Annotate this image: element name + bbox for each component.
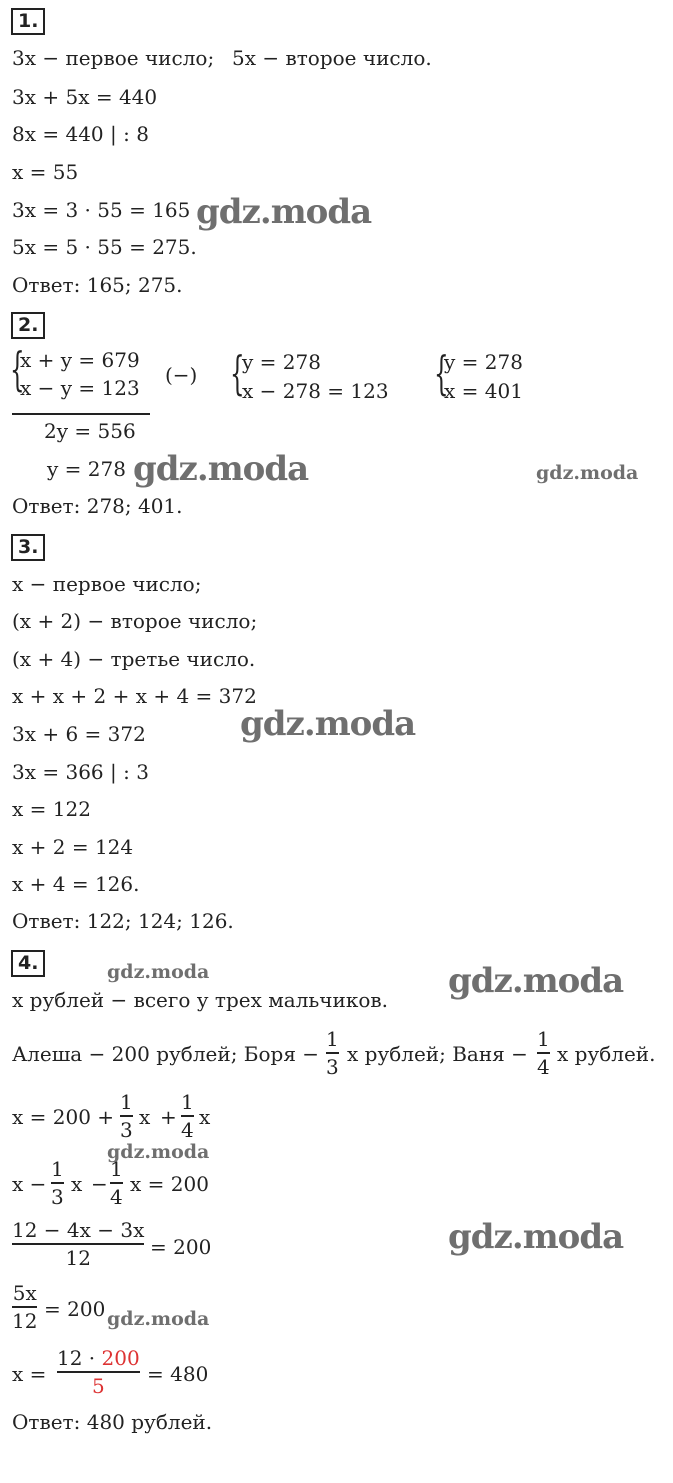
equation: x = 200 <box>130 1172 209 1196</box>
equation: y = 278 <box>242 350 321 374</box>
watermark: gdz.moda <box>448 1217 624 1257</box>
variable: x <box>71 1172 83 1196</box>
fraction <box>110 1159 123 1207</box>
numerator: 1 <box>110 1157 123 1181</box>
equation: = 200 <box>44 1297 106 1321</box>
answer: Ответ: 480 рублей. <box>12 1410 213 1434</box>
fraction <box>57 1348 140 1396</box>
equation: 3x + 6 = 372 <box>12 722 146 746</box>
operation: (−) <box>165 363 198 387</box>
system-brace: { <box>230 346 245 400</box>
watermark: gdz.moda <box>196 192 372 232</box>
system-brace: { <box>10 342 25 396</box>
problem-number: 2. <box>11 312 45 339</box>
fraction-bar <box>181 1115 194 1117</box>
equation: = 200 <box>150 1235 212 1259</box>
fraction <box>181 1092 194 1140</box>
fraction-bar <box>110 1182 123 1184</box>
equation: x = 200 + <box>12 1105 115 1129</box>
numerator <box>57 1348 140 1368</box>
equation: 3x = 366 | : 3 <box>12 760 149 784</box>
line: x рублей. <box>557 1042 656 1066</box>
line: Алеша − 200 рублей; Боря − <box>12 1042 320 1066</box>
fraction <box>51 1159 64 1207</box>
denominator: 3 <box>326 1054 339 1079</box>
operator: + <box>160 1105 177 1129</box>
line: x рублей; Ваня − <box>347 1042 528 1066</box>
numerator-red: 200 <box>101 1346 140 1370</box>
equation: y = 278 <box>47 457 126 481</box>
variable: x <box>139 1105 151 1129</box>
equation: = 480 <box>147 1362 209 1386</box>
operator: − <box>91 1172 108 1196</box>
denominator: 4 <box>181 1117 194 1142</box>
denominator: 12 <box>12 1308 38 1333</box>
fraction-bar <box>51 1182 64 1184</box>
variable: x <box>199 1105 211 1129</box>
equation: 3x + 5x = 440 <box>12 85 158 109</box>
fraction-bar <box>12 1306 37 1308</box>
fraction <box>12 1283 37 1331</box>
system-brace: { <box>434 346 449 400</box>
fraction-bar <box>57 1371 140 1373</box>
answer: Ответ: 165; 275. <box>12 273 183 297</box>
answer: Ответ: 278; 401. <box>12 494 183 518</box>
equation: x + x + 2 + x + 4 = 372 <box>12 684 257 708</box>
fraction-bar <box>326 1052 339 1054</box>
denominator: 4 <box>110 1184 123 1209</box>
watermark: gdz.moda <box>536 462 639 484</box>
problem-number: 4. <box>11 950 45 977</box>
equation: y = 278 <box>444 350 523 374</box>
line: 3x − первое число; <box>12 46 215 70</box>
problem-number-text: 1 <box>18 10 32 32</box>
equation: x = 401 <box>444 379 523 403</box>
denominator: 4 <box>537 1054 550 1079</box>
fraction <box>537 1029 550 1077</box>
equation: 8x = 440 | : 8 <box>12 122 149 146</box>
equation: 3x = 3 · 55 = 165 <box>12 198 191 222</box>
watermark: gdz.moda <box>240 704 416 744</box>
equation: x − 278 = 123 <box>242 379 389 403</box>
problem-number-text: 3 <box>18 536 32 558</box>
line: x − первое число; <box>12 572 202 596</box>
equation: 2y = 556 <box>44 419 136 443</box>
denominator: 5 <box>91 1373 105 1398</box>
fraction-bar <box>12 1243 144 1245</box>
watermark: gdz.moda <box>107 961 210 983</box>
line: 5x − второе число. <box>232 46 432 70</box>
problem-number: 1. <box>11 8 45 35</box>
fraction <box>12 1220 144 1268</box>
fraction <box>326 1029 339 1077</box>
problem-number: 3. <box>11 534 45 561</box>
numerator-factor: 12 · <box>57 1346 102 1370</box>
equation: x + y = 679 <box>20 348 140 372</box>
line: (x + 4) − третье число. <box>12 647 256 671</box>
numerator: 5x <box>12 1281 37 1305</box>
denominator: 12 <box>65 1245 91 1270</box>
equation: x − y = 123 <box>20 376 140 400</box>
sum-line <box>12 413 150 415</box>
numerator: 12 − 4x − 3x <box>12 1218 145 1242</box>
fraction <box>120 1092 133 1140</box>
numerator: 1 <box>120 1090 133 1114</box>
problem-number-text: 4 <box>18 952 32 974</box>
line: (x + 2) − второе число; <box>12 609 258 633</box>
watermark: gdz.moda <box>107 1141 210 1163</box>
equation: x = 55 <box>12 160 79 184</box>
answer: Ответ: 122; 124; 126. <box>12 909 234 933</box>
numerator: 1 <box>537 1027 550 1051</box>
fraction-bar <box>120 1115 133 1117</box>
equation: x + 2 = 124 <box>12 835 134 859</box>
fraction-bar <box>537 1052 550 1054</box>
numerator: 1 <box>181 1090 194 1114</box>
denominator: 3 <box>51 1184 64 1209</box>
watermark: gdz.moda <box>107 1308 210 1330</box>
equation: x − <box>12 1172 47 1196</box>
equation: x + 4 = 126. <box>12 872 140 896</box>
denominator: 3 <box>120 1117 133 1142</box>
watermark: gdz.moda <box>448 961 624 1001</box>
line: x рублей − всего у трех мальчиков. <box>12 988 389 1012</box>
problem-number-text: 2 <box>18 314 32 336</box>
numerator: 1 <box>51 1157 64 1181</box>
numerator: 1 <box>326 1027 339 1051</box>
equation: x = 122 <box>12 797 91 821</box>
equation: 5x = 5 · 55 = 275. <box>12 235 197 259</box>
equation: x = <box>12 1362 47 1386</box>
watermark: gdz.moda <box>133 449 309 489</box>
